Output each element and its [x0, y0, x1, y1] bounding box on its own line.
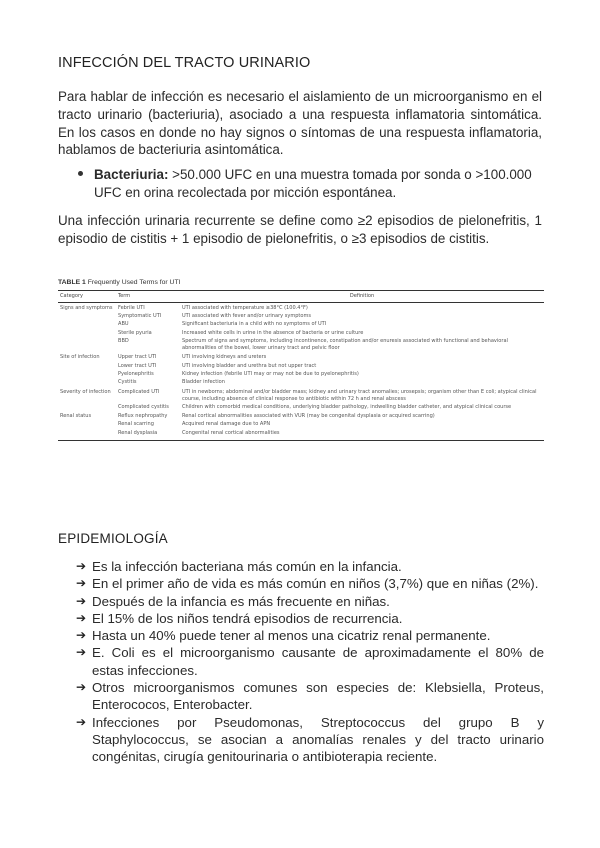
terms-table: [58, 290, 544, 441]
row-definition: Congenital renal cortical abnormalities: [180, 429, 544, 440]
arrow-right-icon: ➔: [76, 714, 87, 729]
recurrent-paragraph: Una infección urinaria recurrente se define como ≥2 episodios de pielonefritis, 1 episodio de cistitis + 1 episodio de pielonefritis, o ≥3 episodios de cistitis.: [58, 213, 542, 246]
header-category: Category: [58, 291, 116, 303]
arrow-right-icon: ➔: [76, 559, 87, 573]
row-category: [58, 362, 116, 370]
row-term: Complicated cystitis: [118, 403, 169, 410]
row-category: [58, 329, 116, 337]
table-row: [58, 378, 544, 386]
list-item-text: En el primer año de vida es más común en niños (3,7%) que en niñas (2%).: [92, 576, 539, 592]
arrow-right-icon: ➔: [76, 680, 87, 695]
list-item-text: Otros microorganismos comunes son especies de: Klebsiella, Proteus, Enterococos, Enterobacter.: [92, 680, 544, 713]
row-category: [58, 378, 116, 386]
arrow-right-icon: ➔: [76, 628, 87, 643]
bullet-text: >50.000 UFC en una muestra tomada por sonda o >100.000 UFC en orina recolectada por micción espontánea.: [94, 167, 532, 200]
page-title: INFECCIÓN DEL TRACTO URINARIO: [58, 55, 311, 71]
row-definition: UTI associated with fever and/or urinary symptoms: [182, 313, 311, 320]
list-item-text: E. Coli es el microorganismo causante de aproximadamente el 80% de estas infecciones.: [92, 645, 544, 678]
arrow-right-icon: ➔: [76, 593, 87, 608]
list-item: [76, 575, 544, 592]
intro-paragraph: Para hablar de infección es necesario el aislamiento de un microorganismo en el tracto urinario (bacteriuria), asociado a una respuesta inflamatoria sintomática. En los casos en donde no hay signos o síntomas de una respuesta inflamatoria, hablamos de bacteriuria asintomática.: [58, 89, 542, 158]
row-term: Febrile UTI: [118, 305, 145, 311]
row-term: Symptomatic UTI: [118, 313, 162, 320]
list-item: [76, 644, 544, 679]
arrow-right-icon: ➔: [76, 610, 87, 625]
row-term: Renal scarring: [118, 421, 154, 428]
list-item: [76, 558, 544, 575]
epidemiology-list: [76, 558, 544, 766]
row-category: [58, 429, 116, 440]
list-item: [76, 627, 544, 644]
row-category: [58, 313, 116, 321]
row-definition: UTI in newborns; abdominal and/or bladder mass; kidney and urinary tract anomalies; urosepsis; organism other than E coli; atypical clinical course, including absence of clinical response to antibiotic within 72 h and renal abscess: [182, 388, 537, 402]
bacteriuria-bullet: [94, 166, 544, 202]
list-item: [76, 610, 544, 627]
row-category: Severity of infection: [60, 388, 111, 395]
row-term: Upper tract UTI: [118, 354, 157, 361]
table-row: [58, 313, 544, 321]
row-definition: Significant bacteriuria in a child with no symptoms of UTI: [182, 321, 327, 328]
header-term: Term: [116, 291, 180, 303]
table-row: [58, 337, 544, 352]
header-definition: Definition: [180, 291, 544, 303]
table-row: [58, 329, 544, 337]
list-item-text: Hasta un 40% puede tener al menos una cicatriz renal permanente.: [92, 628, 491, 644]
row-term: Reflux nephropathy: [118, 413, 168, 420]
row-category: [58, 337, 116, 352]
table-caption-text: Frequently Used Terms for UTI: [85, 279, 181, 286]
epidemiology-heading: EPIDEMIOLOGÍA: [58, 531, 168, 546]
list-item-text: Es la infección bacteriana más común en la infancia.: [92, 559, 402, 574]
row-category: Signs and symptoms: [60, 305, 113, 311]
table-header-row: [58, 291, 544, 303]
table-row: [58, 352, 544, 362]
row-category: [58, 370, 116, 378]
row-definition: Increased white cells in urine in the absence of bacteria or urine culture: [182, 329, 364, 336]
row-term: BBD: [118, 337, 129, 344]
row-definition: Children with comorbid medical conditions, underlying bladder pathology, indwelling bladder catheter, and atypical clinical course: [182, 403, 512, 410]
row-term: Complicated UTI: [118, 388, 160, 395]
arrow-right-icon: ➔: [76, 576, 87, 591]
table-row: [58, 370, 544, 378]
row-term: Lower tract UTI: [118, 362, 157, 369]
row-definition: Spectrum of signs and symptoms, including incontinence, constipation and/or enuresis associated with functional and behavioral abnormalities of the bowel, lower urinary tract and pelvic floor: [182, 337, 508, 351]
row-definition: Bladder infection: [182, 378, 225, 385]
table-row: [58, 429, 544, 440]
row-category: Site of infection: [60, 354, 100, 361]
list-item: [76, 593, 544, 610]
bullet-term: Bacteriuria:: [94, 167, 169, 182]
row-term: Cystitis: [118, 378, 137, 385]
list-item: [76, 679, 544, 714]
row-definition: UTI involving kidneys and ureters: [182, 354, 267, 361]
table-row: [58, 421, 544, 429]
row-category: [58, 421, 116, 429]
row-category: [58, 403, 116, 411]
table-row: [58, 403, 544, 411]
row-category: [58, 321, 116, 329]
list-item: [76, 714, 544, 766]
table-row: [58, 387, 544, 404]
bullet-dot-icon: [78, 171, 83, 176]
row-definition: Renal cortical abnormalities associated with VUR (may be congenital dysplasia or acquired scarring): [182, 413, 435, 420]
table-caption-label: TABLE 1: [58, 279, 86, 286]
row-definition: Kidney infection (febrile UTI may or may not be due to pyelonephritis): [182, 370, 359, 377]
row-definition: Acquired renal damage due to APN: [182, 421, 271, 428]
row-definition: UTI associated with temperature ≥38°C (100.4°F): [182, 305, 308, 311]
table-row: [58, 303, 544, 313]
table-caption: [58, 279, 181, 286]
row-category: Renal status: [60, 413, 92, 420]
row-term: Renal dysplasia: [116, 429, 180, 440]
row-definition: UTI involving bladder and urethra but not upper tract: [182, 362, 317, 369]
row-term: Pyelonephritis: [118, 370, 154, 377]
table-row: [58, 362, 544, 370]
table-row: [58, 321, 544, 329]
list-item-text: Infecciones por Pseudomonas, Streptococcus del grupo B y Staphylococcus, se asocian a anomalías renales y del tracto urinario congénitas, cirugía genitourinaria o antibioterapia reciente.: [92, 714, 544, 765]
arrow-right-icon: ➔: [76, 645, 87, 660]
table-row: [58, 411, 544, 421]
table-body: [58, 303, 544, 441]
list-item-text: El 15% de los niños tendrá episodios de recurrencia.: [92, 610, 403, 626]
row-term: ABU: [118, 321, 129, 328]
list-item-text: Después de la infancia es más frecuente en niñas.: [92, 593, 390, 609]
row-term: Sterile pyuria: [118, 329, 152, 336]
